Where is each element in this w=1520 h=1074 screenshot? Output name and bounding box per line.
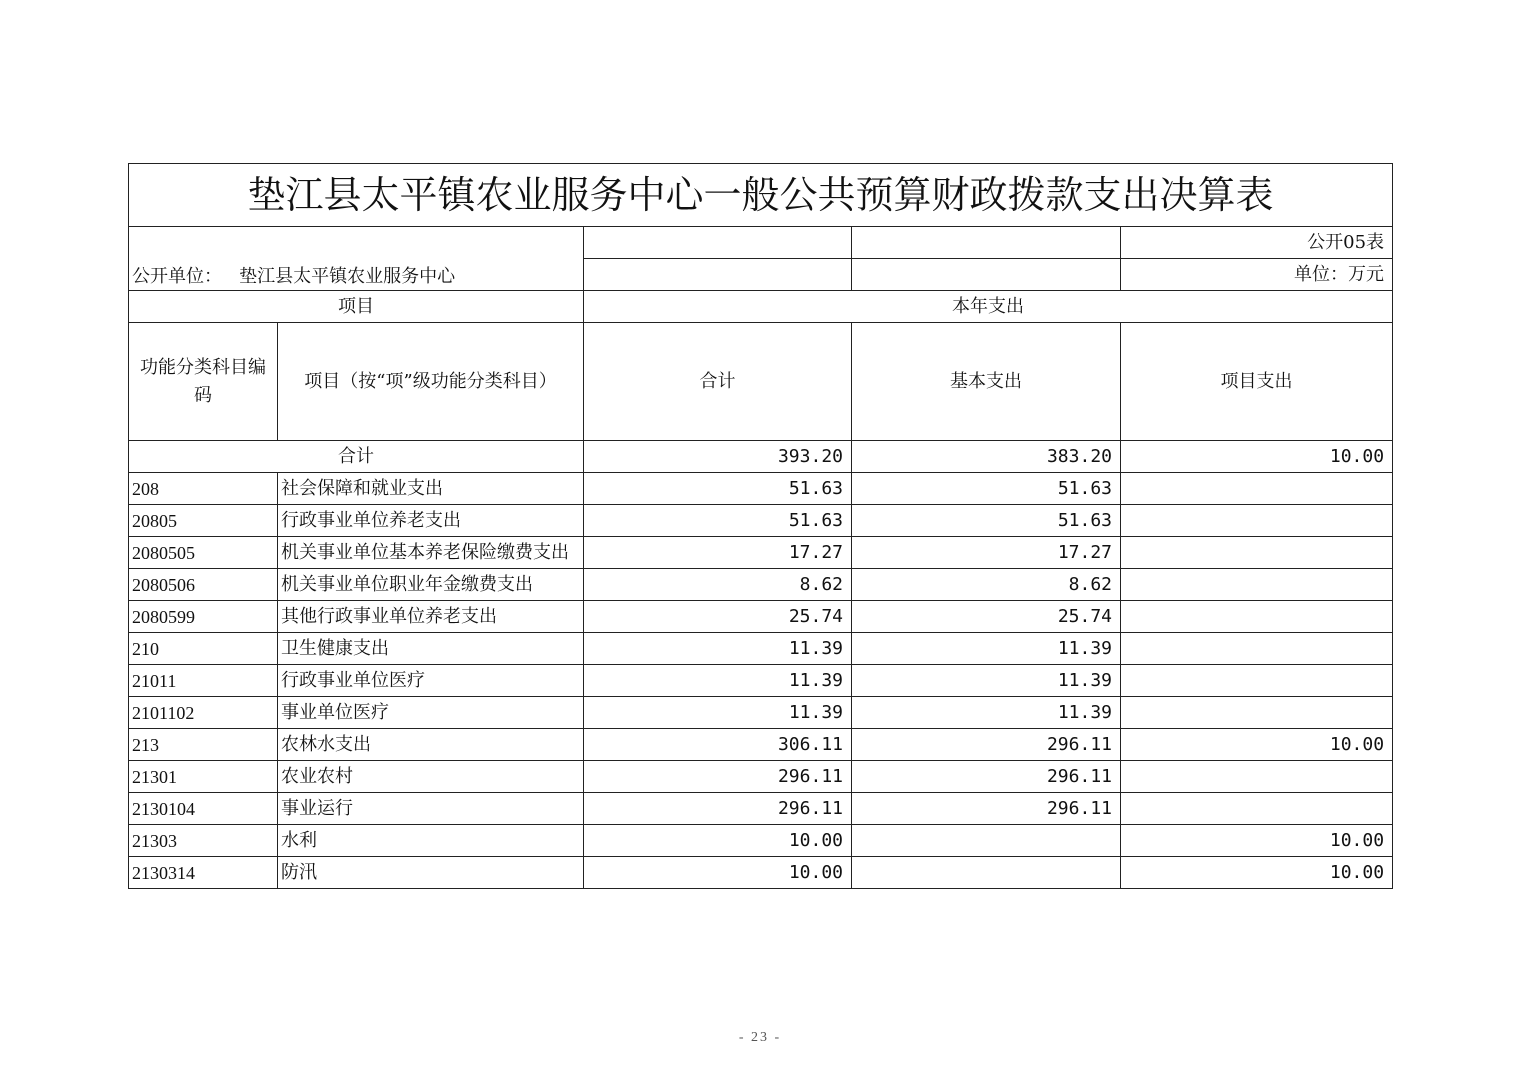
table-row [129,537,1393,569]
row-basic [852,857,1121,889]
row-total: 51.63 [584,505,852,537]
row-project [1121,473,1393,505]
row-basic: 296.11 [852,761,1121,793]
summary-total: 393.20 [584,441,852,473]
row-basic: 296.11 [852,793,1121,825]
blank-cell [584,259,852,291]
blank-cell [852,259,1121,291]
row-total: 17.27 [584,537,852,569]
blank-cell [852,227,1121,259]
row-total: 8.62 [584,569,852,601]
header-code: 功能分类科目编码 [129,323,278,441]
row-basic: 51.63 [852,505,1121,537]
row-project [1121,761,1393,793]
row-code: 208 [129,473,278,505]
summary-row [129,441,1393,473]
row-total: 25.74 [584,601,852,633]
row-basic: 11.39 [852,697,1121,729]
row-project [1121,633,1393,665]
row-total: 11.39 [584,633,852,665]
header-basic: 基本支出 [852,323,1121,441]
summary-basic: 383.20 [852,441,1121,473]
row-name: 农林水支出 [278,729,584,761]
unit-label: 公开单位： [132,266,222,287]
column-header-row [129,323,1393,441]
unit-name: 垫江县太平镇农业服务中心 [239,266,456,287]
header-project: 项目支出 [1121,323,1393,441]
row-total: 10.00 [584,825,852,857]
row-code: 2080506 [129,569,278,601]
row-project: 10.00 [1121,857,1393,889]
row-name: 事业单位医疗 [278,697,584,729]
row-code: 21301 [129,761,278,793]
table-row [129,601,1393,633]
header-year-group: 本年支出 [584,291,1393,323]
row-project [1121,601,1393,633]
row-code: 2130104 [129,793,278,825]
budget-table [128,163,1393,889]
row-basic: 17.27 [852,537,1121,569]
row-code: 213 [129,729,278,761]
row-name: 事业运行 [278,793,584,825]
row-project [1121,537,1393,569]
row-code: 21303 [129,825,278,857]
row-basic: 8.62 [852,569,1121,601]
row-name: 社会保障和就业支出 [278,473,584,505]
row-code: 2080505 [129,537,278,569]
row-basic: 11.39 [852,665,1121,697]
blank-cell [584,227,852,259]
currency-unit: 单位：万元 [1121,259,1393,291]
row-project [1121,505,1393,537]
table-row [129,697,1393,729]
row-name: 机关事业单位职业年金缴费支出 [278,569,584,601]
row-project: 10.00 [1121,729,1393,761]
row-code: 21011 [129,665,278,697]
row-name: 机关事业单位基本养老保险缴费支出 [278,537,584,569]
table-row [129,505,1393,537]
row-total: 11.39 [584,665,852,697]
row-code: 2101102 [129,697,278,729]
row-project [1121,569,1393,601]
table-row [129,793,1393,825]
table-row [129,729,1393,761]
meta-row-1 [129,227,1393,259]
row-code: 210 [129,633,278,665]
page-number: - 23 - [738,1030,782,1045]
row-total: 306.11 [584,729,852,761]
form-number: 公开05表 [1121,227,1393,259]
row-name: 行政事业单位养老支出 [278,505,584,537]
table-row [129,825,1393,857]
row-total: 11.39 [584,697,852,729]
row-basic: 11.39 [852,633,1121,665]
row-basic [852,825,1121,857]
row-project [1121,793,1393,825]
row-total: 296.11 [584,761,852,793]
row-name: 水利 [278,825,584,857]
row-code: 20805 [129,505,278,537]
row-name: 行政事业单位医疗 [278,665,584,697]
table-row [129,665,1393,697]
row-name: 其他行政事业单位养老支出 [278,601,584,633]
group-header-row [129,291,1393,323]
row-project [1121,697,1393,729]
row-total: 296.11 [584,793,852,825]
row-code: 2130314 [129,857,278,889]
row-total: 51.63 [584,473,852,505]
table-row [129,633,1393,665]
row-project: 10.00 [1121,825,1393,857]
row-basic: 296.11 [852,729,1121,761]
header-name: 项目（按“项”级功能分类科目） [278,323,584,441]
row-name: 防汛 [278,857,584,889]
summary-label: 合计 [129,441,584,473]
title-row [129,164,1393,227]
row-basic: 51.63 [852,473,1121,505]
summary-project: 10.00 [1121,441,1393,473]
row-basic: 25.74 [852,601,1121,633]
row-project [1121,665,1393,697]
table-row [129,569,1393,601]
header-total: 合计 [584,323,852,441]
row-name: 农业农村 [278,761,584,793]
table-row [129,761,1393,793]
row-name: 卫生健康支出 [278,633,584,665]
table-row [129,473,1393,505]
table-row [129,857,1393,889]
header-item-group: 项目 [129,291,584,323]
row-code: 2080599 [129,601,278,633]
unit-info [129,227,584,291]
row-total: 10.00 [584,857,852,889]
page-title: 垫江县太平镇农业服务中心一般公共预算财政拨款支出决算表 [129,164,1393,227]
